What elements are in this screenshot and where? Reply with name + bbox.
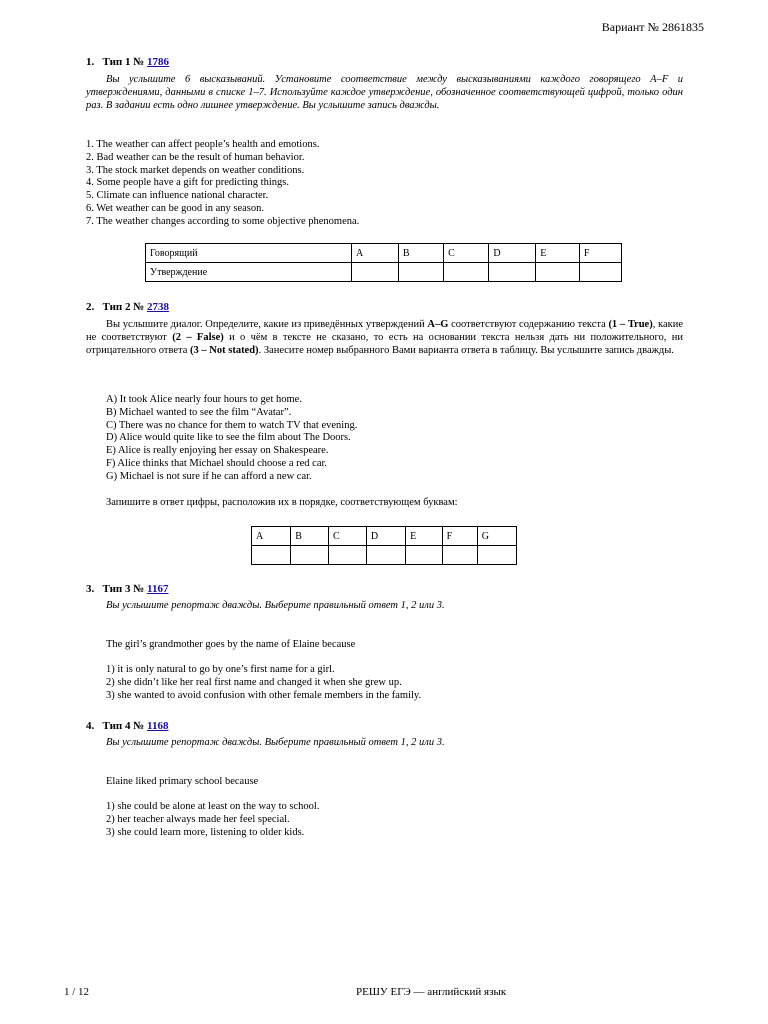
- table-row-label: Утверждение: [146, 263, 352, 282]
- list-item: F) Alice thinks that Michael should choose a red car.: [106, 457, 328, 469]
- table-row-label: Говорящий: [146, 244, 352, 263]
- answer-cell[interactable]: [442, 546, 477, 565]
- task3-question: The girl’s grandmother goes by the name of Elaine because: [106, 639, 356, 650]
- list-item: A) It took Alice nearly four hours to get home.: [106, 394, 302, 405]
- table-header-cell: A: [252, 527, 291, 546]
- task1-id-link[interactable]: 1786: [147, 56, 170, 68]
- answer-cell[interactable]: [329, 546, 367, 565]
- list-item: 5. Climate can influence national character.: [86, 190, 269, 202]
- answer-cell[interactable]: [291, 546, 329, 565]
- answer-cell[interactable]: [366, 546, 405, 565]
- answer-cell[interactable]: [489, 263, 536, 282]
- list-item: 3) she could learn more, listening to older kids.: [106, 826, 305, 838]
- list-item: D) Alice would quite like to see the film about The Doors.: [106, 432, 351, 444]
- task2-id-link[interactable]: 2738: [147, 301, 170, 313]
- site-name: РЕШУ ЕГЭ — английский язык: [356, 986, 507, 998]
- task3-type: Тип 3 №: [102, 583, 145, 595]
- answer-cell[interactable]: [252, 546, 291, 565]
- list-item: 6. Wet weather can be good in any season.: [86, 202, 264, 214]
- task4-number: 4.: [86, 720, 95, 732]
- task2-number: 2.: [86, 301, 95, 313]
- table-header-cell: G: [477, 527, 516, 546]
- list-item: E) Alice is really enjoying her essay on Shakespeare.: [106, 445, 329, 457]
- list-item: 7. The weather changes according to some objective phenomena.: [86, 215, 360, 227]
- task2-answer-prompt: Запишите в ответ цифры, расположив их в порядке, соответствующем буквам:: [106, 497, 458, 508]
- task3-id-link[interactable]: 1167: [147, 583, 169, 595]
- task4-instruction: Вы услышите репортаж дважды. Выберите правильный ответ 1, 2 или 3.: [106, 737, 445, 748]
- task1-heading: [86, 56, 169, 68]
- task2-instruction: Вы услышите диалог. Определите, какие из приведённых утверждений A–G соответствуют содержанию текста (1 – True), какие не соответствуют (2 – False) и о чём в тексте не сказано, то есть на основании текста нельзя дать ни положительного, ни отрицательного ответа (3 – Not stated). Занесите номер выбранного Вами варианта ответа в таблицу. Вы услышите запись дважды.: [86, 319, 684, 356]
- list-item: 1. The weather can affect people’s health and emotions.: [86, 139, 320, 150]
- task4-options: [106, 801, 319, 839]
- task4-heading: [86, 720, 168, 732]
- table-header-cell: E: [536, 244, 580, 263]
- list-item: 3. The stock market depends on weather conditions.: [86, 164, 305, 176]
- table-header-cell: D: [489, 244, 536, 263]
- task3-heading: [86, 583, 168, 595]
- task3-number: 3.: [86, 583, 95, 595]
- list-item: C) There was no chance for them to watch TV that evening.: [106, 419, 358, 431]
- task1-statement-list: [86, 139, 359, 229]
- task3-instruction: Вы услышите репортаж дважды. Выберите правильный ответ 1, 2 или 3.: [106, 600, 445, 611]
- table-header-cell: A: [352, 244, 399, 263]
- answer-cell[interactable]: [444, 263, 489, 282]
- variant-number: Вариант № 2861835: [601, 20, 704, 34]
- task4-id-link[interactable]: 1168: [147, 720, 169, 732]
- task1-number: 1.: [86, 56, 95, 68]
- list-item: 2) her teacher always made her feel special.: [106, 813, 290, 825]
- table-header-cell: B: [398, 244, 443, 263]
- page-number: 1 / 12: [64, 986, 90, 998]
- list-item: 2) she didn’t like her real first name and changed it when she grew up.: [106, 676, 402, 688]
- list-item: 2. Bad weather can be the result of human behavior.: [86, 151, 305, 163]
- task2-heading: [86, 301, 169, 313]
- task2-type: Тип 2 №: [102, 301, 145, 313]
- task1-type: Тип 1 №: [102, 56, 145, 68]
- list-item: 1) she could be alone at least on the way to school.: [106, 801, 320, 812]
- table-header-cell: B: [291, 527, 329, 546]
- table-header-cell: D: [366, 527, 405, 546]
- table-header-cell: C: [329, 527, 367, 546]
- task2-statement-list: [106, 394, 357, 484]
- list-item: 3) she wanted to avoid confusion with other female members in the family.: [106, 689, 422, 701]
- answer-cell[interactable]: [406, 546, 442, 565]
- answer-cell[interactable]: [398, 263, 443, 282]
- answer-cell[interactable]: [579, 263, 621, 282]
- task2-answer-table: [251, 526, 517, 565]
- list-item: 4. Some people have a gift for predicting things.: [86, 177, 289, 189]
- answer-cell[interactable]: [477, 546, 516, 565]
- answer-cell[interactable]: [536, 263, 580, 282]
- answer-cell[interactable]: [352, 263, 399, 282]
- list-item: 1) it is only natural to go by one’s first name for a girl.: [106, 664, 335, 675]
- task3-options: [106, 664, 421, 702]
- task1-answer-table: [145, 243, 622, 282]
- list-item: B) Michael wanted to see the film “Avatar”.: [106, 406, 292, 418]
- table-header-cell: F: [442, 527, 477, 546]
- table-header-cell: F: [579, 244, 621, 263]
- list-item: G) Michael is not sure if he can afford a new car.: [106, 470, 312, 482]
- task4-question: Elaine liked primary school because: [106, 776, 259, 787]
- task1-instruction: Вы услышите 6 высказываний. Установите соответствие между высказываниями каждого говорящего A–F и утверждениями, данными в списке 1–7. Используйте каждое утверждение, обозначенное соответствующей цифрой, только один раз. В задании есть одно лишнее утверждение. Вы услышите запись дважды.: [86, 74, 683, 111]
- table-header-cell: C: [444, 244, 489, 263]
- task4-type: Тип 4 №: [102, 720, 145, 732]
- table-header-cell: E: [406, 527, 442, 546]
